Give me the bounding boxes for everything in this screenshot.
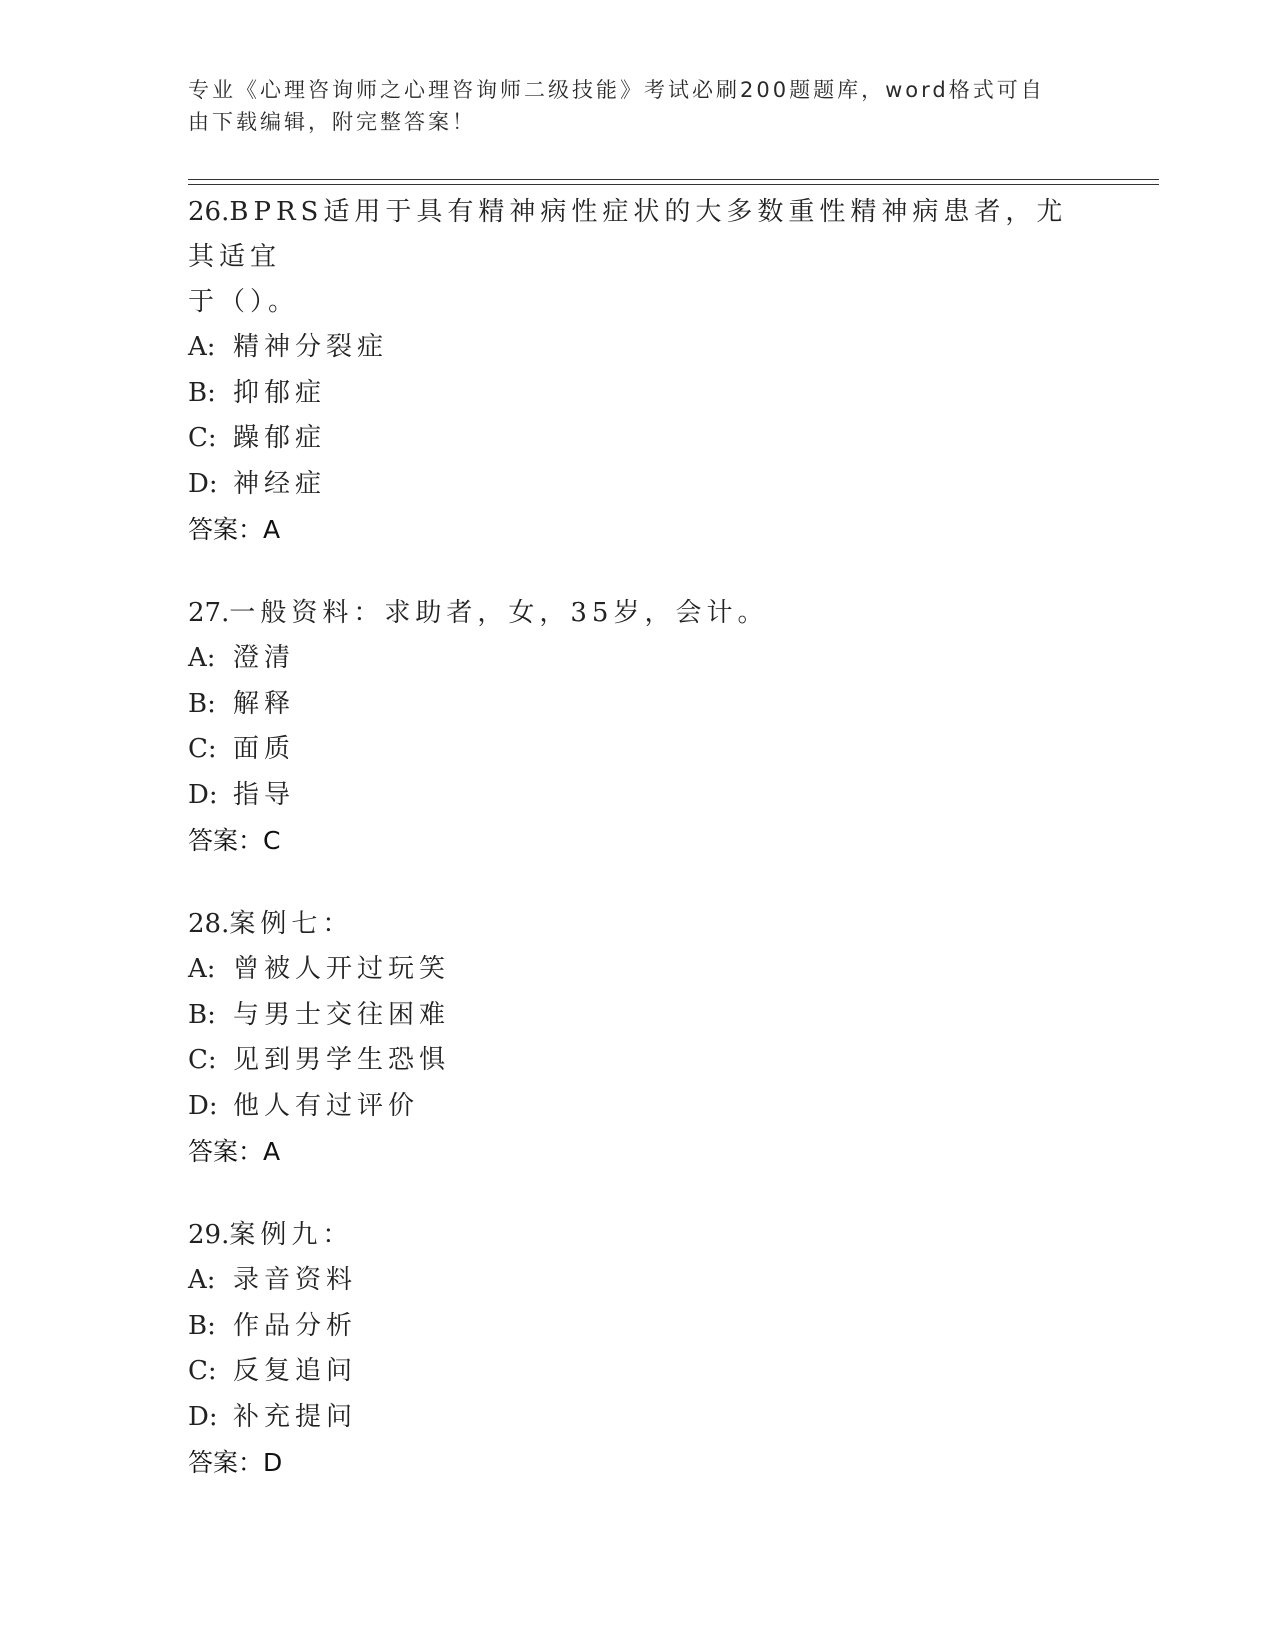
option-key: D: [188, 779, 218, 810]
option-d [188, 773, 1088, 819]
option-c [188, 1038, 1088, 1084]
question-text: 一般资料：求助者，女，35岁，会计。 [229, 598, 769, 628]
option-c [188, 1349, 1088, 1395]
option-key: C: [188, 734, 217, 764]
option-key: D: [188, 1401, 218, 1432]
option-key: A: [188, 643, 216, 673]
option-key: B: [188, 1310, 216, 1341]
answer-label: 答案： [188, 515, 264, 544]
option-key: C: [188, 1356, 217, 1386]
answer-line [188, 1129, 1088, 1174]
option-text: 他人有过评价 [233, 1090, 420, 1121]
option-text: 曾被人开过玩笑 [233, 954, 451, 984]
option-key: C: [188, 1045, 217, 1075]
question-28 [188, 902, 1088, 1174]
answer-value: A [263, 515, 281, 544]
question-stem [188, 902, 1088, 947]
option-text: 精神分裂症 [233, 332, 389, 362]
question-text: BPRS适用于具有精神病性症状的大多数重性精神病患者，尤其适宜 [188, 197, 1068, 272]
option-text: 面质 [233, 734, 296, 764]
option-a [188, 325, 1088, 371]
answer-value: D [263, 1448, 283, 1477]
question-stem [188, 1213, 1088, 1258]
option-key: B: [188, 377, 216, 408]
question-stem [188, 190, 1088, 280]
option-key: B: [188, 999, 216, 1030]
option-b [188, 371, 1088, 417]
option-text: 见到男学生恐惧 [233, 1045, 451, 1075]
document-header [188, 74, 1088, 138]
answer-value: C [263, 826, 281, 855]
answer-label: 答案： [188, 1137, 264, 1166]
option-b [188, 682, 1088, 728]
option-c [188, 727, 1088, 773]
question-text: 案例七： [229, 909, 354, 939]
option-text: 躁郁症 [233, 423, 327, 453]
option-text: 神经症 [233, 468, 327, 499]
answer-line [188, 818, 1088, 863]
option-text: 澄清 [233, 643, 296, 673]
option-key: D: [188, 1090, 218, 1121]
question-29 [188, 1213, 1088, 1485]
question-number: 28. [188, 909, 230, 939]
question-text-continued: 于（）。 [188, 287, 300, 317]
option-key: B: [188, 688, 216, 719]
option-b [188, 1304, 1088, 1350]
option-text: 指导 [233, 779, 296, 810]
option-key: D: [188, 468, 218, 499]
question-number: 26. [188, 197, 230, 227]
option-text: 与男士交往困难 [233, 999, 451, 1030]
option-a [188, 636, 1088, 682]
option-key: C: [188, 423, 217, 453]
option-text: 解释 [233, 688, 296, 719]
option-a [188, 1258, 1088, 1304]
option-key: A: [188, 954, 216, 984]
option-b [188, 993, 1088, 1039]
option-key: A: [188, 332, 216, 362]
answer-line [188, 1440, 1088, 1485]
question-number: 29. [188, 1220, 230, 1250]
option-a [188, 947, 1088, 993]
header-line-2: 由下载编辑，附完整答案！ [188, 110, 476, 134]
question-list [188, 190, 1088, 1524]
answer-value: A [263, 1137, 281, 1166]
header-divider-bottom [188, 184, 1159, 185]
option-text: 作品分析 [233, 1310, 358, 1341]
option-text: 反复追问 [233, 1356, 358, 1386]
question-stem [188, 591, 1088, 636]
option-text: 补充提问 [233, 1401, 358, 1432]
question-text: 案例九： [229, 1220, 354, 1250]
option-c [188, 416, 1088, 462]
question-26 [188, 190, 1088, 552]
answer-label: 答案： [188, 1448, 264, 1477]
header-divider-top [188, 179, 1159, 180]
option-d [188, 462, 1088, 508]
option-text: 录音资料 [233, 1265, 358, 1295]
question-27 [188, 591, 1088, 863]
header-line-1: 专业《心理咨询师之心理咨询师二级技能》考试必刷200题题库，word格式可自 [188, 78, 1045, 102]
option-d [188, 1084, 1088, 1130]
option-text: 抑郁症 [233, 377, 327, 408]
option-key: A: [188, 1265, 216, 1295]
question-number: 27. [188, 598, 230, 628]
answer-line [188, 507, 1088, 552]
answer-label: 答案： [188, 826, 264, 855]
option-d [188, 1395, 1088, 1441]
